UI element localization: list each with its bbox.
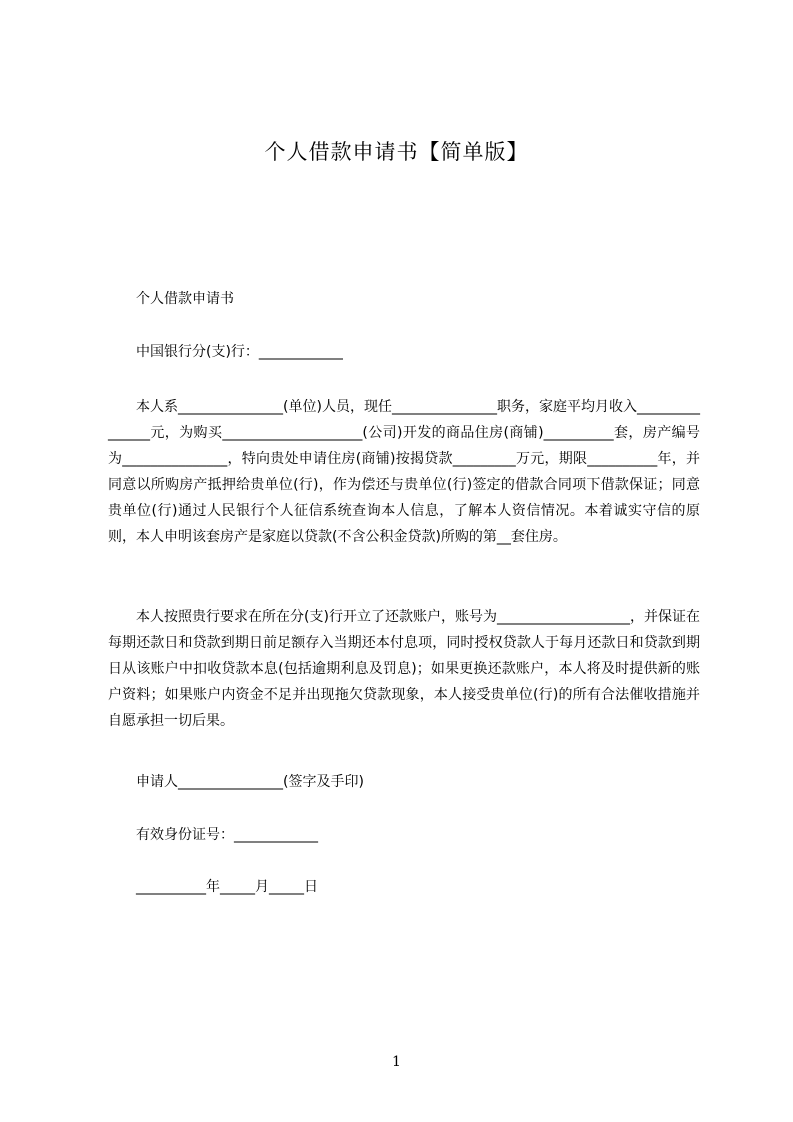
document-title: 个人借款申请书【简单版】 <box>264 140 529 164</box>
bank-branch-line: 中国银行分(支)行：____________ <box>136 344 343 360</box>
applicant-signature-line: 申请人_______________(签字及手印) <box>136 774 364 790</box>
date-line: __________年_____月_____日 <box>136 879 318 895</box>
id-number-line: 有效身份证号：____________ <box>136 827 318 843</box>
page-number: 1 <box>392 1054 401 1070</box>
document-heading: 个人借款申请书 <box>136 291 234 307</box>
repayment-paragraph: 本人按照贵行要求在所在分(支)行开立了还款账户，账号为___________________，并保证在每期还款日和贷款到期日前足额存入当期还本付息项，同时授权贷款人于每月还款日和贷款到期日从该账户中扣收贷款本息(包括逾期利息及罚息)；如果更换还款账户，本人将及时提供新的账户资料；如果账户内资金不足并出现拖欠贷款现象，本人接受贵单位(行)的所有合法催收措施并自愿承担一切后果。 <box>108 609 700 729</box>
application-paragraph: 本人系_______________(单位)人员，现任_______________职务，家庭平均月收入_______________元，为购买____________________(公司)开发的商品住房(商铺)__________套，房产编号为_______________，特向贵处申请住房(商铺)按揭贷款_________万元，期限__________年，并同意以所购房产抵押给贵单位(行)，作为偿还与贵单位(行)签定的借款合同项下借款保证；同意贵单位(行)通过人民银行个人征信系统查询本人信息，了解本人资信情况。本着诚实守信的原则，本人申明该套房产是家庭以贷款(不含公积金贷款)所购的第__套住房。 <box>108 399 700 545</box>
